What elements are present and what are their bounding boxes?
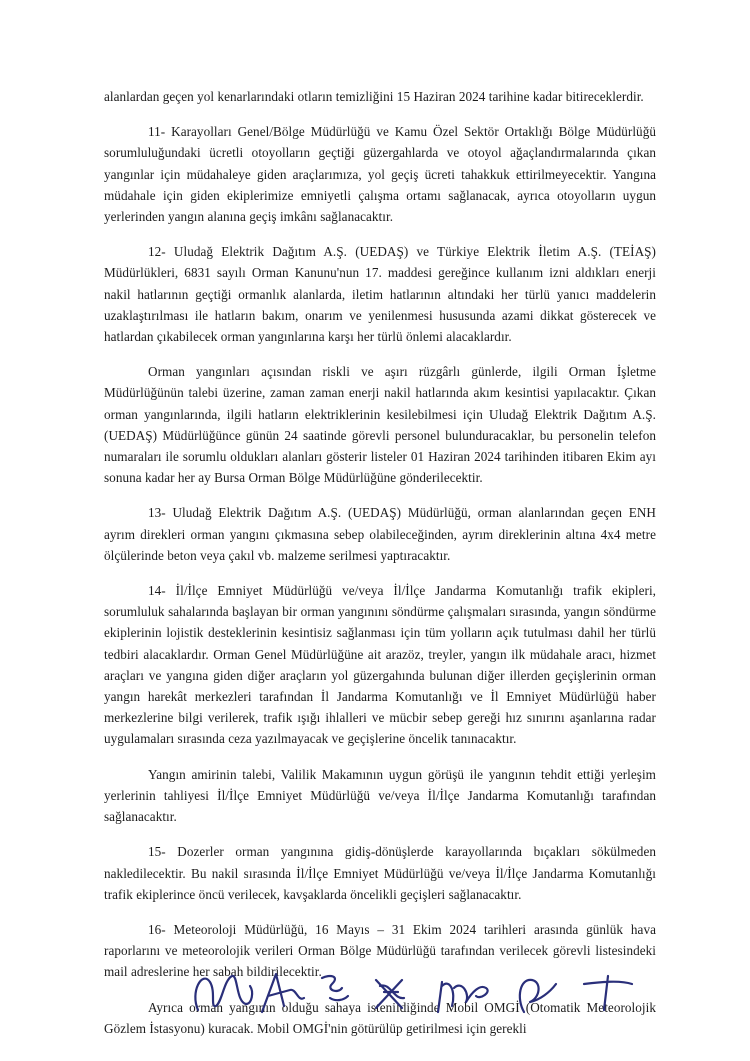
- paragraph-item-16-continued: Ayrıca orman yangının olduğu sahaya istenildiğinde Mobil OMGİ (Otomatik Meteorolojik Gözlem İstasyonu) kuracak. Mobil OMGİ'nin götürülüp getirilmesi için gerekli: [104, 999, 656, 1036]
- paragraph-item-12: 12- Uludağ Elektrik Dağıtım A.Ş. (UEDAŞ) ve Türkiye Elektrik İletim A.Ş. (TEİAŞ) Müdürlükleri, 6831 sayılı Orman Kanunu'nun 17. maddesi gereğince kullanım izni aldıkları enerji nakil hatlarının geçtiği ormanlık alanlarda, iletim hatlarının altındaki her türlü yanıcı maddelerin uzaklaştırılması ile hatların bakım, onarım ve yenilenmesi hususunda azami dikkat gösterecek ve hatlardan çıkabilecek orman yangınlarına karşı her türlü önlemi alacaklardır.: [104, 244, 656, 345]
- paragraph-item-16: 16- Meteoroloji Müdürlüğü, 16 Mayıs – 31 Ekim 2024 tarihleri arasında günlük hava raporlarını ve meteorolojik verileri Orman Bölge Müdürlüğü tarafından verilecek görevli listesindeki mail adreslerine her sabah bildirilecektir.: [104, 921, 656, 980]
- signature-initials: [180, 962, 640, 1022]
- paragraph-item-12-continued: Orman yangınları açısından riskli ve aşırı rüzgârlı günlerde, ilgili Orman İşletme Müdürlüğünün talebi üzerine, zaman zaman enerji nakil hatlarında akım kesintisi yapılacaktır. Çıkan orman yangınlarında, ilgili hatların elektriklerinin kesilebilmesi için Uludağ Elektrik Dağıtım A.Ş. (UEDAŞ) Müdürlüğünce günün 24 saatinde görevli personel bulunduracaklar, bu personelin telefon numaraları ile sorumlu oldukları alanları gösterir listeler 01 Haziran 2024 tarihinden itibaren Ekim ayı sonuna kadar her ay Bursa Orman Bölge Müdürlüğüne gönderilecektir.: [104, 364, 656, 486]
- paragraph-item-14-continued: Yangın amirinin talebi, Valilik Makamının uygun görüşü ile yangının tehdit ettiği yerleşim yerlerinin tahliyesi İl/İlçe Emniyet Müdürlüğü ve/veya İl/İlçe Jandarma Komutanlığı tarafından sağlanacaktır.: [104, 766, 656, 825]
- paragraph-item-11: 11- Karayolları Genel/Bölge Müdürlüğü ve Kamu Özel Sektör Ortaklığı Bölge Müdürlüğü sorumluluğundaki ücretli otoyolların geçtiği güzergahlarda ve otoyol ağaçlandırmalarında çıkan yangınlar için müdahaleye giden araçlarımıza, yol geçiş ücreti tahakkuk ettirilmeyecektir. Yangına müdahale için giden ekiplerimize emniyetli çalışma ortamı sağlanacak, ayrıca otoyolların uygun yerlerinden yangın alanına geçiş imkânı sağlanacaktır.: [104, 124, 656, 225]
- document-page: [104, 86, 656, 1051]
- signature-2: [262, 974, 304, 1012]
- signature-3: [322, 976, 348, 1000]
- paragraph-item-15: 15- Dozerler orman yangınına gidiş-dönüşlerde karayollarında bıçakları sökülmeden nakledilecektir. Bu nakil sırasında İl/İlçe Emniyet Müdürlüğü ve/veya İl/İlçe Jandarma Komutanlığı trafik ekiplerince öncü verilecek, kavşaklarda öncelikli geçişleri sağlanacaktır.: [104, 844, 656, 902]
- signature-6: [520, 980, 556, 1012]
- signature-7: [584, 976, 632, 1010]
- paragraph-item-14: 14- İl/İlçe Emniyet Müdürlüğü ve/veya İl/İlçe Jandarma Komutanlığı trafik ekipleri, sorumluluk sahalarında başlayan bir orman yangınını söndürme çalışmaları sırasında, yangın söndürme ekiplerinin lojistik desteklerinin kesintisiz sağlanması için tüm yolların açık tutulması dahil her türlü tedbiri alacaklardır. Orman Genel Müdürlüğüne ait arazöz, treyler, yangın ilk müdahale aracı, hizmet araçları ve yangına giden diğer araçların yol güzergahında bulunan diğer illerden geçişlerinin orman yangın harekât merkezleri tarafından İl Jandarma Komutanlığı ve İl Emniyet Müdürlüğü haber merkezlerine bilgi verilerek, trafik ışığı ihlalleri ve mücbir sebep gereği hız sınırını aşanlarına radar uygulamaları sırasında ceza yazılmayacak ve geçişlerine öncelik tanınacaktır.: [104, 583, 656, 747]
- signature-4: [376, 980, 404, 1008]
- signature-5: [438, 982, 488, 1012]
- signature-1: [195, 976, 252, 1010]
- paragraph-item-13: 13- Uludağ Elektrik Dağıtım A.Ş. (UEDAŞ) Müdürlüğü, orman alanlarından geçen ENH ayrım direkleri orman yangını çıkmasına sebep olabileceğinden, ayrım direklerinin altına 4x4 metre ölçülerinde beton veya çakıl vb. malzeme serilmesi yaptıracaktır.: [104, 505, 656, 563]
- paragraph-continuation: alanlardan geçen yol kenarlarındaki otların temizliğini 15 Haziran 2024 tarihine kadar bitireceklerdir.: [104, 89, 644, 104]
